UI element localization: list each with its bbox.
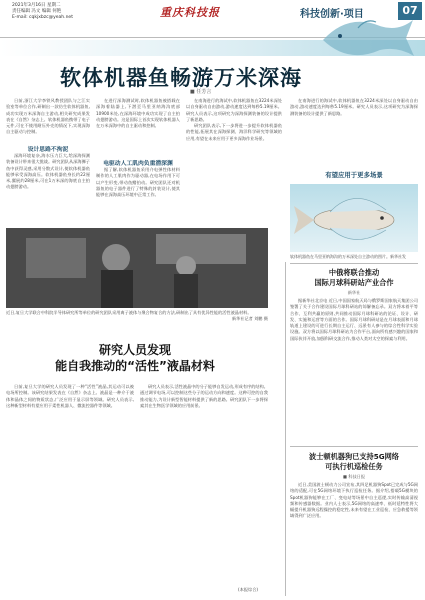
side2-body — [290, 482, 418, 594]
lab-photo — [6, 228, 268, 308]
side2-title — [290, 452, 418, 472]
lab-photo-caption — [6, 310, 268, 322]
side1-title-line2: 国际月球科研站产业合作 — [314, 278, 394, 287]
tail-note: (本报综合) — [238, 587, 259, 592]
side2-title-line2: 可执行机巡检任务 — [325, 462, 383, 471]
lc-col2 — [140, 384, 268, 584]
lc-title-line2: 能自我推动的“活性”液晶材料 — [55, 359, 215, 373]
article-col3 — [186, 98, 282, 225]
section-title: 科技创新·项目 — [300, 9, 364, 20]
article-paragraph: 日前,复旦大学的研究人员发现了一种“活性”液晶,其运动可以被电场所控制。该研究结果发表在《自然》杂志上。液晶是一种介于液体和晶体之间的物质状态,广泛应用于显示屏等领域。研究人员表示,这种新型材料有望应用于柔性机器人、微流控器件等领域。 — [6, 384, 134, 408]
date-line: 2021年3月16日 星期二 — [12, 3, 61, 8]
main-headline: 软体机器鱼畅游万米深海 — [60, 66, 302, 90]
lc-title-line1: 研究人员发现 — [98, 343, 171, 357]
side1-byline: 新华社 — [347, 290, 361, 295]
article-paragraph: 研究人员表示,活性液晶中的分子能够自发运动,形成有序的结构。通过调节电场,可以控制这些分子的运动方向和速度。这种可控的自我推动能力,为设计新型智能材料提供了新的思路。研究团队下一步将探索其在生物医学领域的应用前景。 — [140, 384, 268, 408]
side1-title — [290, 268, 418, 288]
article-col4 — [290, 98, 418, 160]
article-paragraph: 深海环境复杂,海水压力巨大,给深海探测装备设计带来很大挑战。研究团队从深海狮子鱼中获得灵感,采用分散式设计,使软体机器鱼能够承受深海高压。软体机器鱼身长约22厘米,翼展约28厘米,可在1万米深的海底自主拍动翅膀游动。 — [6, 153, 90, 190]
article-paragraph: 据新华社北京电 近日,中国国家航天局与俄罗斯国家航天集团公司签署了关于合作建设国际月球科研站的谅解备忘录。双方将本着平等合作、互利共赢的原则,共同推动国际月球科研站的论证、设计、研发、实施和运营等方面的合作。国际月球科研站是在月球表面和月球轨道上建设的可进行长期自主运行、远景有人参与的综合性科学实验设施。双方将以国际月球科研站为合作平台,面向所有感兴趣的国家和国际伙伴开放,加强科研交流合作,推动人类对太空的探索与利用。 — [290, 298, 418, 341]
photo-credit: 新华社记者 刘鹏 摄 — [231, 316, 268, 321]
article-paragraph: 据了解,软体机器鱼采用介电弹性体材料制作的人工肌肉作为驱动器,在电场作用下可以产生形变,带动鱼鳍拍动。研究团队还对机器鱼的电子器件进行了特殊的封装设计,使其能够在深海高压环境中正常工作。 — [96, 167, 180, 198]
section-divider — [290, 263, 418, 264]
article-paragraph: 在进行深海测试时,软体机器鱼被搭载在深海着陆器上,下潜至马里亚纳海沟底部10900米处,在深海环境中成功实现了自主拍动翅膀游动。这是国际上首次实现软体机器人在万米深海中的自主驱动和控制。 — [96, 98, 180, 129]
page-number: 07 — [398, 2, 422, 20]
side2-byline: ■ 科技日报 — [342, 474, 366, 479]
fish-photo-caption: 软体机器鱼在马里亚纳海沟的万米深处自主游动的图片。新华社发 — [290, 254, 406, 259]
lc-col1 — [6, 384, 134, 594]
subhead-design: 设计思路不拘泥 — [27, 147, 69, 153]
side1-body — [290, 298, 418, 442]
main-byline: ■ 任芳言 — [190, 89, 212, 95]
article-paragraph: 近日,美国波士顿动力公司宣布,其四足机器狗Spot已完成与5G网络的适配,可在5G网络环境下执行巡检任务。据介绍,搭载5G模块的Spot机器狗能够在工厂、变电站等场景中自主巡逻,实时传输高清视频和传感器数据。业内人士表示,5G网络的高速率、低时延特性将大幅提升机器狗远程操控的稳定性,未来有望在工业巡检、应急救援等领域得到广泛应用。 — [290, 482, 418, 519]
article-paragraph: 日前,浙江大学李铁风教授团队与之江实验室等单位合作,研制出一款仿生软体机器鱼,成功实现万米深海自主游动,相关研究成果发表在《自然》杂志上。软体机器鱼携带了电子元件,可在不使用耐压外壳的情况下,实现深海自主驱动与控制。 — [6, 98, 90, 135]
section-divider — [290, 446, 418, 447]
article-col2b — [96, 167, 180, 225]
article-col2 — [96, 98, 180, 156]
lc-title — [40, 342, 230, 374]
editor-line: 责任编辑 冯文 编辑 何艳 — [12, 9, 62, 14]
paper-name: 重庆科技报 — [160, 6, 220, 19]
fish-illustration-icon — [318, 8, 418, 68]
side1-title-line1: 中俄将联合推动 — [328, 268, 380, 277]
article-paragraph: 研究团队表示,下一步将进一步提升软体机器鱼的性能,拓展其在深海探测、海洋科学研究等领域的应用,有望在未来应用于更多深海作业场景。 — [186, 123, 282, 141]
side2-title-line1: 波士顿机器狗已支持5G网络 — [309, 452, 399, 461]
article-col1 — [6, 98, 90, 142]
subhead-scenarios: 有望应用于更多场景 — [325, 171, 383, 179]
column-divider — [285, 262, 286, 596]
robot-fish-photo — [290, 184, 418, 252]
article-paragraph: 在南海进行的海试中,软体机器鱼在3224米深处以自身驱动自由游动,游动速度达到每秒5.19厘米。研究人员表示,这项研究为深海探测装备的设计提供了新思路。 — [186, 98, 282, 122]
email-line: E-mail: cqkjxbzc@yeah.net — [12, 15, 73, 20]
subhead-muscle: 电驱动人工肌肉负重潜深渊 — [103, 161, 173, 167]
caption-text: 近日,复旦大学联合中科院半导体研究所等单位的研究团队采用离子液体与聚合物复合的方法,研制出了具有优异性能的活性液晶材料。 — [6, 310, 252, 315]
article-col1b — [6, 153, 90, 225]
article-paragraph: 在南海进行的海试中,软体机器鱼在3224米深处以自身驱动自由游动,游动速度达到每秒5.19厘米。研究人员表示,这项研究为深海探测装备的设计提供了新思路。 — [290, 98, 418, 116]
